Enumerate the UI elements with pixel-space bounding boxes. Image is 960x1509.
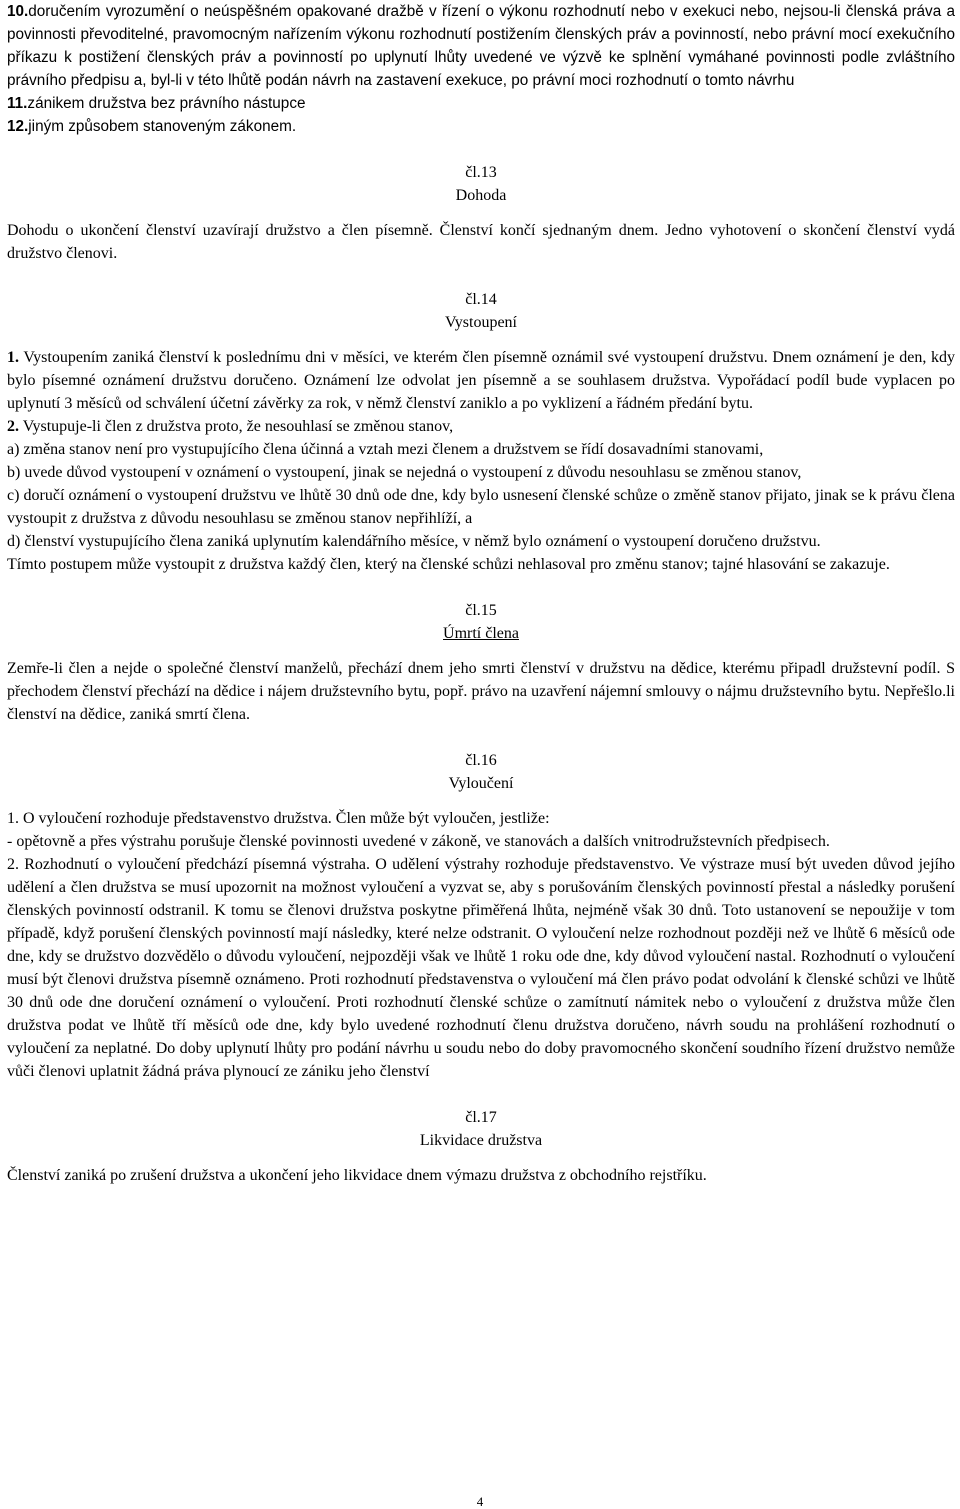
article-14-title: Vystoupení: [445, 314, 517, 331]
article-14-point-c: c) doručí oznámení o vystoupení družstvu ve lhůtě 30 dnů ode dne, kdy bylo usnesení členské schůze o změně stanov přijato, jinak se k právu člena vystoupit z družstva z důvodu nesouhlasu se změnou stanov nepřihlíží, a: [7, 487, 955, 527]
spacer: [7, 265, 955, 288]
spacer: [7, 138, 955, 161]
article-13-text: Dohodu o ukončení členství uzavírají družstvo a člen písemně. Členství končí sjednaným dnem. Jedno vyhotovení o skončení členství vydá družstvo členovi.: [7, 222, 955, 262]
article-16-paragraph-1: 1. O vyloučení rozhoduje představenstvo družstva. Člen může být vyloučen, jestliže:: [7, 810, 550, 827]
article-16-title: Vyloučení: [448, 775, 514, 792]
spacer: [7, 334, 955, 346]
spacer: [7, 207, 955, 219]
spacer: [7, 795, 955, 807]
article-13-title: Dohoda: [455, 187, 507, 204]
spacer: [7, 1152, 955, 1164]
page-number: 4: [476, 1494, 484, 1509]
article-14-closing: Tímto postupem může vystoupit z družstva každý člen, který na členské schůzi nehlasoval pro změnu stanov; tajné hlasování se zakazuje.: [7, 556, 890, 573]
article-14-number: čl.14: [465, 291, 497, 308]
article-16-paragraph-2: 2. Rozhodnutí o vyloučení předchází písemná výstraha. O udělení výstrahy rozhoduje představenstvo. Ve výstraze musí být uveden důvod jejího udělení a člen družstva se musí upozornit na možnost vyloučení a vyzvat se, aby s porušováním členských povinností přestal a následky porušení členských povinností odstranil. K tomu se členovi družstva poskytne přiměřená lhůta, nejméně však 30 dnů. Toto ustanovení se nepoužije v tom případě, když porušení členských povinností mají následky, které nelze odstranit. O vyloučení nelze rozhodnout později než ve lhůtě 6 měsíců ode dne, kdy se družstvo dozvědělo o důvodu vyloučení, nejpozději však ve lhůtě 1 roku ode dne, kdy důvod vyloučení nastal. Rozhodnutí o vyloučení musí být členovi družstva písemně oznámeno. Proti rozhodnutí představenstva o vyloučení má člen právo podat odvolání k členské schůzi ve lhůtě 30 dnů ode dne doručení oznámení o vyloučení. Proti rozhodnutí členské schůze o zamítnutí námitek nebo o vyloučení z družstva může člen družstva podat ve lhůtě tří měsíců ode dne, kdy bylo uvedené rozhodnutí členu družstva doručeno, návrh soudu na prohlášení rozhodnutí o vyloučení za neplatné. Do doby uplynutí lhůty pro podání návrhu u soudu nebo do doby pravomocného skončení soudního řízení družstvo nemůže vůči členovi uplatnit žádná práva plynoucí ze zániku jeho členství: [7, 856, 955, 1080]
article-15-title: Úmrtí člena: [443, 625, 519, 642]
item-10-text: doručením vyrozumění o neúspěšném opakované dražbě v řízení o výkonu rozhodnutí nebo v exekuci nebo, nejsou-li členská práva a povinnosti převoditelné, pravomocným nařízením výkonu rozhodnutí postižením členských práv a povinností, nebo právní mocí exekučního příkazu k postižení členských práv a povinností po uplynutí lhůty uvedené ve výzvě ke splnění vymáhané povinnosti podle zvláštního právního předpisu a, byl-li v této lhůtě podán návrh na zastavení exekuce, po právní moci rozhodnutí o tomto návrhu: [7, 3, 955, 89]
item-11-number: 11.: [7, 95, 28, 112]
article-14-paragraph-2-text: Vystupuje-li člen z družstva proto, že nesouhlasí se změnou stanov,: [19, 418, 454, 435]
article-14-paragraph-1: [7, 346, 955, 415]
item-10-number: 10.: [7, 3, 29, 20]
item-11-text: zánikem družstva bez právního nástupce: [27, 95, 306, 112]
article-14-point-a: a) změna stanov není pro vystupujícího člena účinná a vztah mezi členem a družstvem se řídí dosavadními stanovami,: [7, 441, 764, 458]
article-16-paragraph-1-dash: - opětovně a přes výstrahu porušuje členské povinnosti uvedené v zákoně, ve stanovách a dalších vnitrodružstevních předpisech.: [7, 833, 830, 850]
article-14-paragraph-2: [7, 415, 955, 438]
article-14-paragraph-1-number: 1.: [7, 349, 19, 366]
article-15-number: čl.15: [465, 602, 497, 619]
spacer: [7, 726, 955, 749]
article-13-number: čl.13: [465, 164, 497, 181]
article-17-number: čl.17: [465, 1109, 497, 1126]
spacer: [7, 645, 955, 657]
spacer: [7, 576, 955, 599]
article-14-point-b: b) uvede důvod vystoupení v oznámení o vystoupení, jinak se nejedná o vystoupení z důvodu nesouhlasu se změnou stanov,: [7, 464, 802, 481]
article-14-point-d: d) členství vystupujícího člena zaniká uplynutím kalendářního měsíce, v němž bylo oznámení o vystoupení doručeno družstvu.: [7, 533, 821, 550]
article-15-text: Zemře-li člen a nejde o společné členství manželů, přechází dnem jeho smrti členství v družstvu na dědice, kterému připadl družstevní podíl. S přechodem členství přechází na dědice i nájem družstevního bytu, popř. právo na uzavření nájemní smlouvy o nájmu družstevního bytu. Nepřešlo.li členství na dědice, zaniká smrtí člena.: [7, 660, 955, 723]
article-17-text: Členství zaniká po zrušení družstva a ukončení jeho likvidace dnem výmazu družstva z obchodního rejstříku.: [7, 1167, 707, 1184]
item-12-text: jiným způsobem stanoveným zákonem.: [28, 118, 297, 135]
spacer: [7, 1083, 955, 1106]
item-10: [7, 0, 955, 92]
article-16-number: čl.16: [465, 752, 497, 769]
item-12: [7, 115, 955, 138]
item-11: [7, 92, 955, 115]
item-12-number: 12.: [7, 118, 29, 135]
article-14-paragraph-2-number: 2.: [7, 418, 19, 435]
document-page: [7, 0, 955, 1187]
article-14-paragraph-1-text: Vystoupením zaniká členství k poslednímu dni v měsíci, ve kterém člen písemně oznámil své vystoupení družstvu. Dnem oznámení je den, kdy bylo písemné oznámení družstvu doručeno. Oznámení lze odvolat jen písemně a se souhlasem družstva. Vypořádací podíl bude vyplacen po uplynutí 3 měsíců od schválení účetní závěrky za rok, v němž členství zaniklo a po vyklizení a řádném předání bytu.: [7, 349, 955, 412]
article-17-title: Likvidace družstva: [419, 1132, 543, 1149]
